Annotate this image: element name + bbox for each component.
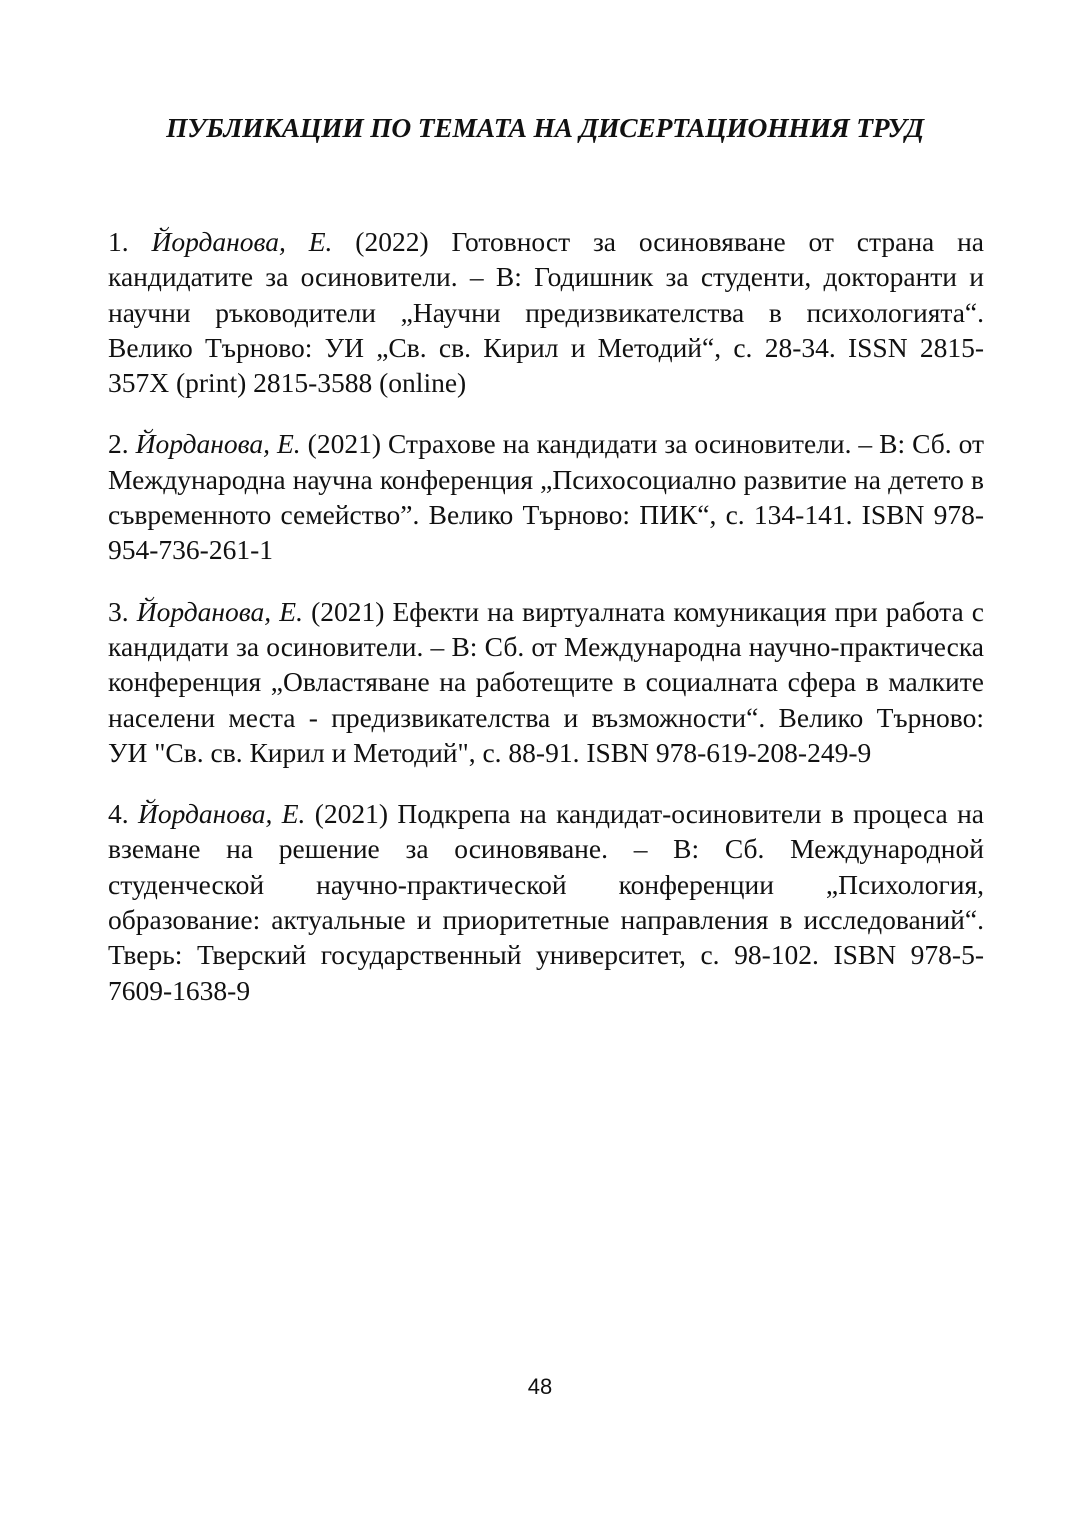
publication-number: 4. [108, 798, 129, 830]
publication-number: 1. [108, 226, 129, 257]
publication-entry [108, 796, 984, 1008]
publication-text: (2021) Подкрепа на кандидат-осиновители в процеса на вземане на решение за осиновяване. – В: Сб. Международной студенческой научно-практической конференции „Психология, образование: актуальные и приоритетные направления в исследований“. Тверь: Тверский государственный университет, с. 98-102. ISBN 978-5-7609-1638-9 [108, 798, 984, 1006]
publication-number: 3. [108, 595, 129, 627]
page-number: 48 [527, 1374, 553, 1399]
publication-entry [108, 224, 984, 400]
page-heading: ПУБЛИКАЦИИ ПО ТЕМАТА НА ДИСЕРТАЦИОННИЯ ТРУД [166, 112, 924, 143]
publication-entry [108, 426, 984, 567]
publication-text: (2021) Страхове на кандидати за осиновители. – В: Сб. от Международна научна конференция „Психосоциално развитие на детето в съвременното семейство”. Велико Търново: ПИК“, с. 134-141. ISBN 978-954-736-261-1 [108, 428, 985, 566]
publication-author: Йорданова, Е. [135, 428, 301, 460]
publication-text: (2022) Готовност за осиновяване от страна на кандидатите за осиновители. – В: Годишник за студенти, докторанти и научни ръководители „Научни предизвикателства в психологията“. Велико Търново: УИ „Св. св. Кирил и Методий“, с. 28-34. ISSN 2815-357X (print) 2815-3588 (online) [108, 226, 985, 399]
publication-entry [108, 594, 984, 770]
publication-author: Йорданова, Е. [151, 226, 333, 257]
publication-author: Йорданова, Е. [137, 798, 306, 830]
publication-list [108, 224, 984, 1034]
publication-author: Йорданова, Е. [136, 595, 303, 627]
publication-text: (2021) Ефекти на виртуалната комуникация при работа с кандидати за осиновители. – В: Сб. от Международна научно-практическа конференция „Овластяване на работещите в социалната сфера в малките населени места - предизвикателства и възможности“. Велико Търново: УИ "Св. св. Кирил и Методий", с. 88-91. ISBN 978-619-208-249-9 [108, 595, 984, 768]
publication-number: 2. [108, 428, 129, 460]
